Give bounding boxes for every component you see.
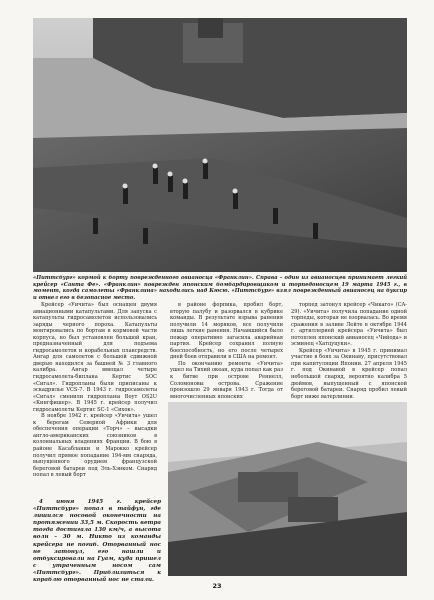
- paragraph: Крейсер «Уичита» был оснащен двумя авиационными катапультами. Для запуска с катапульты гидросамолетов использовались заряды черного пороха. Катапульты монтировались по бортам в кормовой части корпуса, но был установлен большой кран, предназначенный для подъема гидросамолетов и корабельных плавсредств. Ангар для самолетов с большой сдвижной дверью находился за башней № 3 главного калибра. Ангар вмещал четыре гидросамолета-биплана Кертис SOC «Сигал». Гидропланы были приписаны к эскадрилье VCS-7. В 1943 г. гидросамолеты «Сигал» сменили гидропланы Воут OS2U «Кингфишер». В 1945 г. крейсер получил гидросамолеты Кертис SC-1 «Сихок».: [33, 302, 157, 413]
- paragraph: В ноябре 1942 г. крейсер «Уичита» ушел к берегам Северной Африки для обеспечения операции «Торч» – высадки англо-американских союзников в колониальных владениях Франции. В бою в районе Касабланки и Марокко крейсер получил прямое попадание 194-мм снаряда, выпущенного орудием французской береговой батареи под Эль-Хэнком. Снаряд попал в левый борт: [33, 413, 157, 479]
- paragraph: в районе форпика, пробил борт, вторую палубу и разорвался в кубрике команды. В результате взрыва ранения получили 14 моряков, все получили лишь легкие ранения. Начавшийся было пожар оперативно загасила аварийная партия. Крейсер сохранил полную боеспособность, но его после четырех дней боев отправили в США на ремонт.: [170, 302, 283, 361]
- paragraph: 4 июня 1945 г. крейсер «Питтсбург» попал в тайфун, где лишился носовой оконечности на протяжении 33,5 м. Скорость ветра тогда достигала 130 км/ч, а высота волн – 30 м. Никто из команды крейсера не погиб. Оторванный нос не затонул, его нашли и отбуксировали на Гуам, куда пришел с утраченным носом сам «Питтсбург». Приблизиться к кораблю оторванный нос не стали.: [33, 499, 161, 584]
- text-column-3: [291, 302, 407, 400]
- photo-cruiser-bow: [168, 402, 407, 576]
- photo-cruiser-bow-image: [168, 402, 407, 576]
- photo-carrier-deck-image: [33, 18, 407, 272]
- paragraph: торпед затонул крейсер «Чикаго» (CA-29). «Уичита» получила попадание одной торпеды, которая не взорвалась. Во время сражения в заливе Лейте в октябре 1944 г. артиллерией крейсера «Уичита» был потоплен японский авианосец «Чийода» и эсминец «Хатцуцуки».: [291, 302, 407, 348]
- photo-carrier-deck: [33, 18, 407, 272]
- photo-caption: «Питтсбург» кормой к борту поврежденного авианосца «Франклин». Справа – один из авианосцев принимает легкий крейсер «Санта Фе». «Франклин» поврежден японским бомбардировщиком и торпедоносцем 19 марта 1945 г., в момент, когда самолеты «Франклина» находились над Кюсю. «Питтсбург» взял поврежденный авианосец на буксир и отвел его в безопасное место.: [33, 275, 407, 301]
- paragraph: Крейсер «Уичита» в 1945 г. принимал участие в боях за Окинаву, присутствовал при капитуляции Японии. 27 апреля 1945 г. под Окинавой в крейсер попал небольшой снаряд, вероятно калибра 5 дюймов, выпущенный с японской береговой батареи. Снаряд пробил левый борт ниже ватерлинии.: [291, 347, 407, 400]
- sidebar-italic-note: [33, 499, 161, 584]
- text-column-1: [33, 302, 157, 479]
- page-number: 23: [212, 582, 222, 590]
- paragraph: По окончанию ремонта «Уичита» ушел на Тихий океан, куда попал как раз к битве при острове Реннелл, Соломоновы острова. Сражение произошло 29 января 1943 г. Тогда от многочисленных японских: [170, 360, 283, 400]
- text-column-2: [170, 302, 283, 400]
